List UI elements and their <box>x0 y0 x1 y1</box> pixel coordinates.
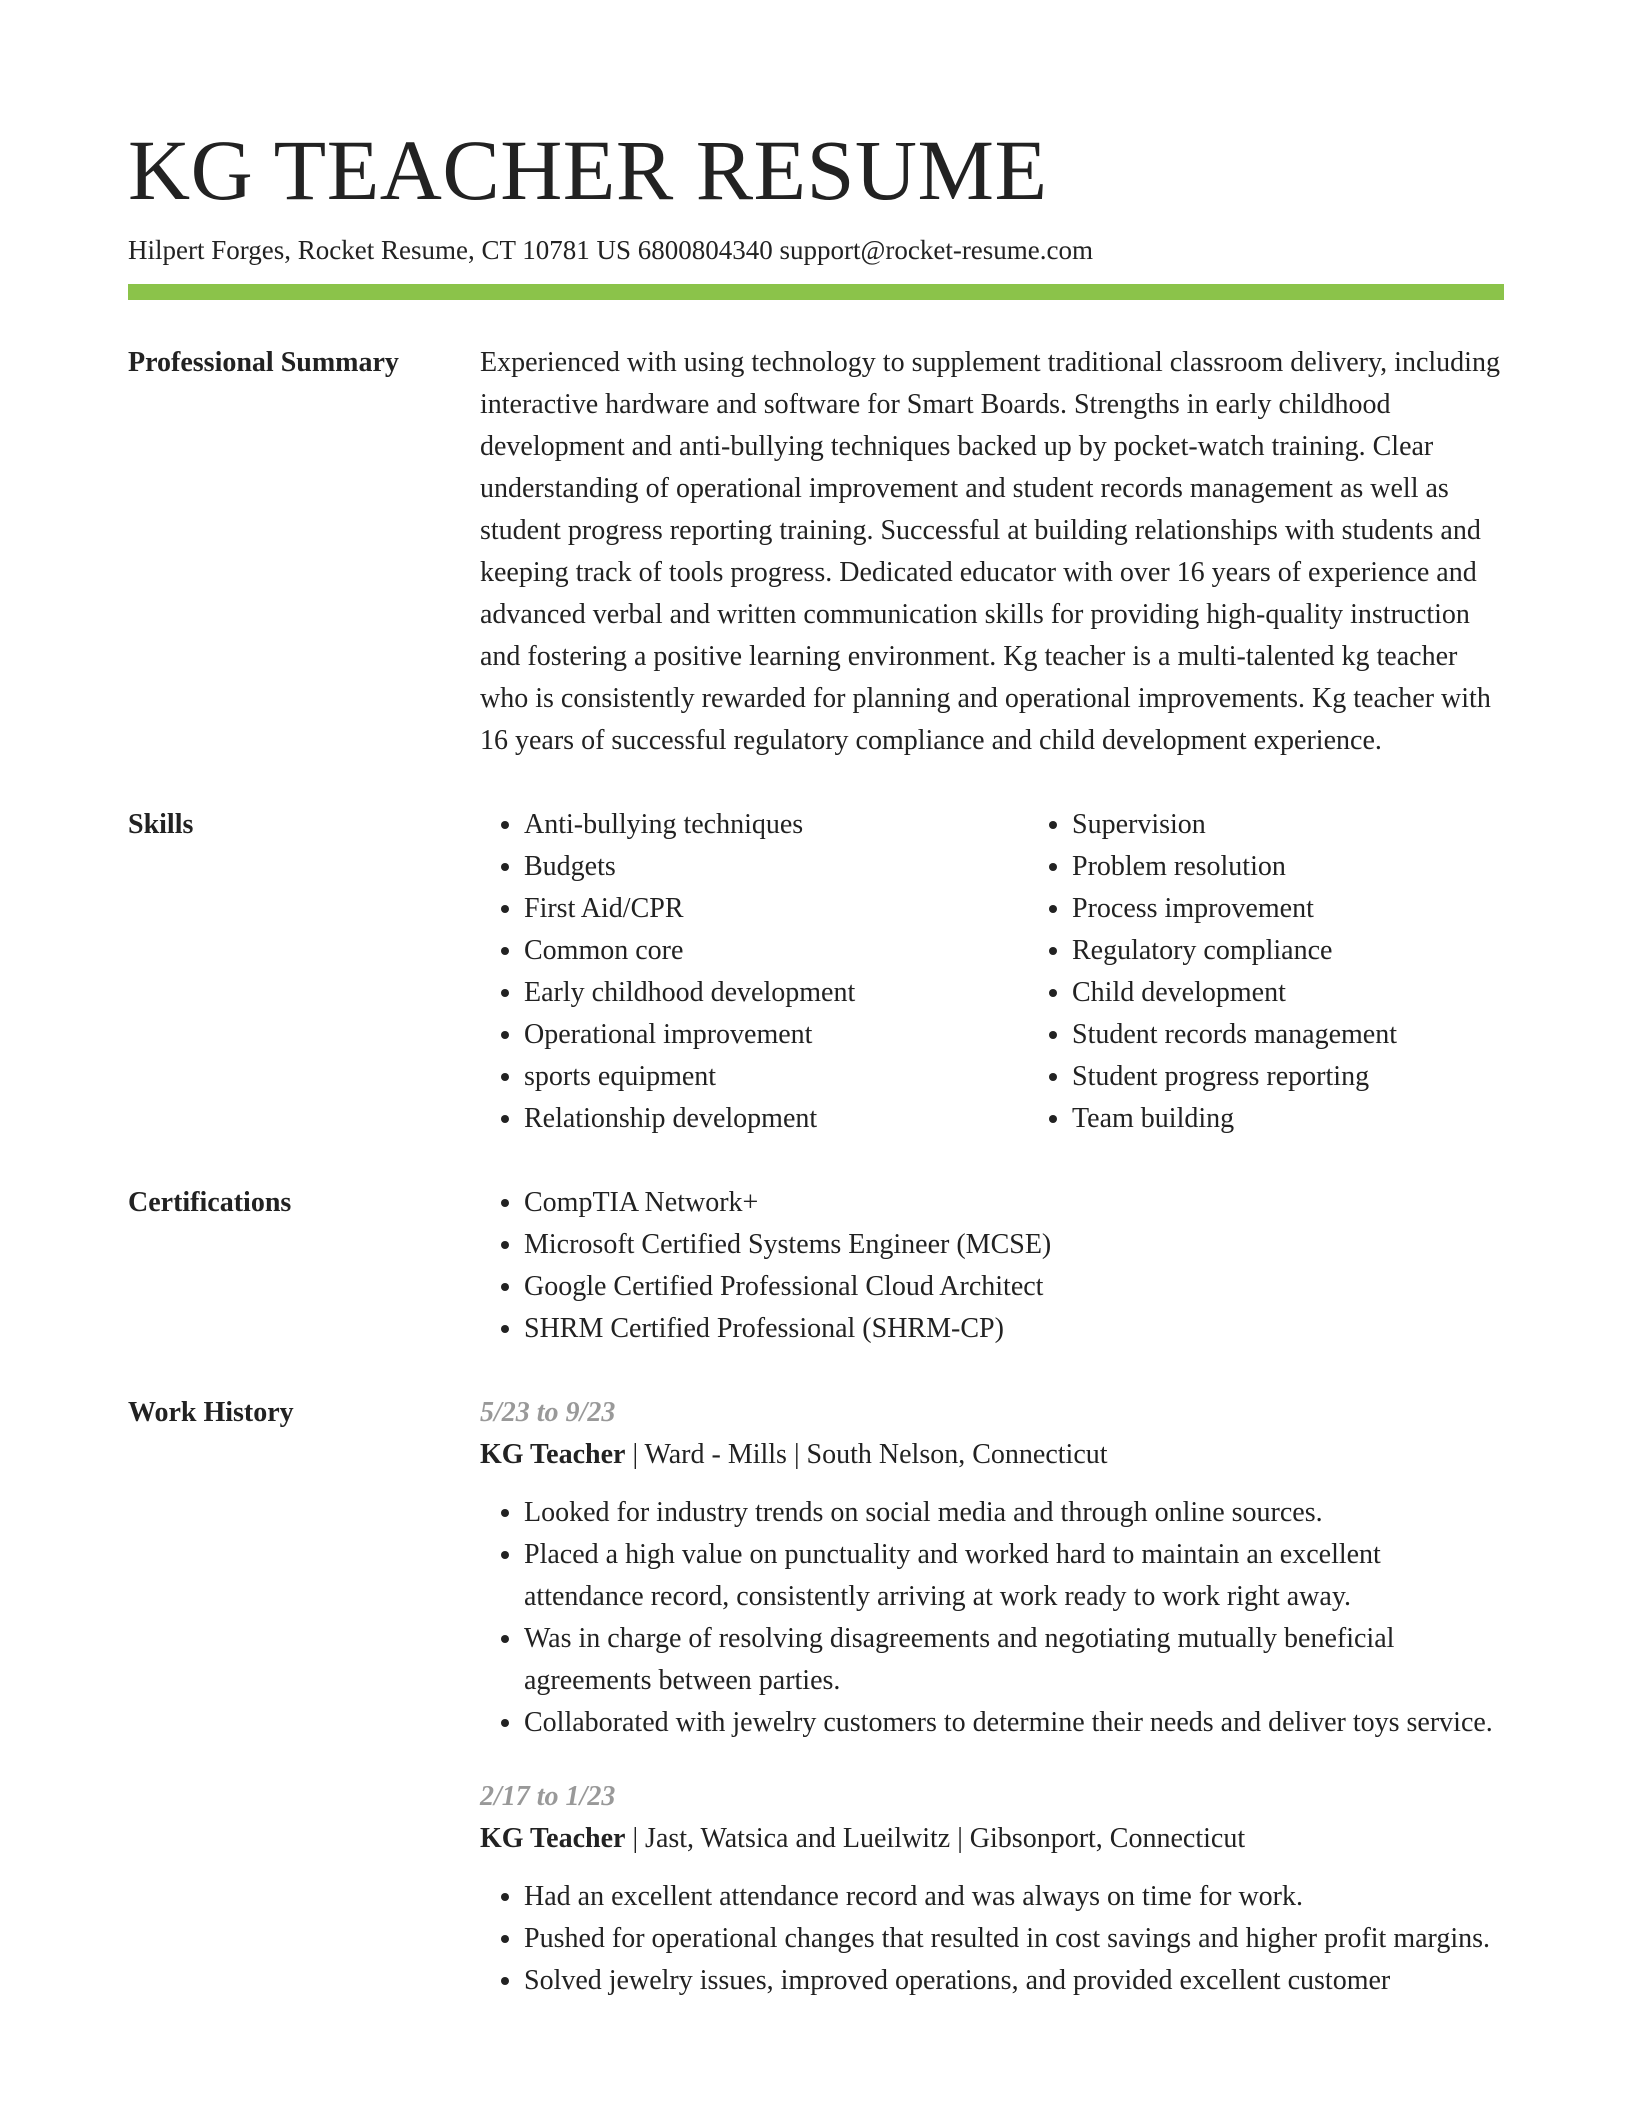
resume-title: KG TEACHER RESUME <box>128 122 1048 218</box>
contact-email: support@rocket-resume.com <box>779 235 1094 265</box>
job-title: KG Teacher <box>480 1823 626 1854</box>
summary-section <box>128 342 1504 762</box>
skills-list-right <box>1028 804 1576 1140</box>
job-dates: 2/17 to 1/23 <box>480 1781 616 1812</box>
job-heading <box>480 1818 1504 1860</box>
skills-heading: Skills <box>128 809 194 840</box>
contact-location: Rocket Resume, CT 10781 US <box>297 235 631 265</box>
skills-list-left <box>480 804 1028 1140</box>
skill-item: • Regulatory compliance <box>1072 930 1576 972</box>
job-bullet: • Looked for industry trends on social media and through online sources. <box>524 1492 1504 1534</box>
summary-text: Experienced with using technology to supplement traditional classroom delivery, including interactive hardware and software for Smart Boards. Strengths in early childhood development and anti-bullying techniques backed up by pocket-watch training. Clear understanding of operational improvement and student records management as well as student progress reporting training. Successful at building relationships with students and keeping track of tools progress. Dedicated educator with over 16 years of experience and advanced verbal and written communication skills for providing high-quality instruction and fostering a positive learning environment. Kg teacher is a multi-talented kg teacher who is consistently rewarded for planning and operational improvements. Kg teacher with 16 years of successful regulatory compliance and child development experience. <box>480 347 1500 756</box>
skills-body <box>480 804 1576 1140</box>
certification-item: • CompTIA Network+ <box>524 1182 1504 1224</box>
skill-item: • sports equipment <box>524 1056 1028 1098</box>
skill-item: • Process improvement <box>1072 888 1576 930</box>
job-dates: 5/23 to 9/23 <box>480 1397 616 1428</box>
skill-item: • Student progress reporting <box>1072 1056 1576 1098</box>
work-history-body <box>480 1392 1504 2034</box>
skill-item: • Early childhood development <box>524 972 1028 1014</box>
resume-page <box>128 120 1504 2034</box>
skill-item: • Team building <box>1072 1098 1576 1140</box>
skill-item: • First Aid/CPR <box>524 888 1028 930</box>
certifications-section <box>128 1182 1504 1350</box>
job-heading <box>480 1434 1504 1476</box>
skill-item: • Student records management <box>1072 1014 1576 1056</box>
skill-item: • Anti-bullying techniques <box>524 804 1028 846</box>
summary-body <box>480 342 1504 762</box>
skill-item: • Budgets <box>524 846 1028 888</box>
job-bullet: • Placed a high value on punctuality and worked hard to maintain an excellent attendance record, consistently arriving at work ready to work right away. <box>524 1534 1504 1618</box>
certification-item: • Google Certified Professional Cloud Architect <box>524 1266 1504 1308</box>
skill-item: • Common core <box>524 930 1028 972</box>
certifications-body <box>480 1182 1504 1350</box>
job-details: | Jast, Watsica and Lueilwitz | Gibsonport, Connecticut <box>625 1823 1246 1854</box>
work-history-heading: Work History <box>128 1397 294 1428</box>
certifications-list <box>480 1182 1504 1350</box>
header-divider <box>128 284 1504 300</box>
certification-item: • SHRM Certified Professional (SHRM-CP) <box>524 1308 1504 1350</box>
job-bullets <box>480 1492 1504 1744</box>
job-entry <box>480 1776 1504 2002</box>
skill-item: • Operational improvement <box>524 1014 1028 1056</box>
summary-heading: Professional Summary <box>128 347 399 378</box>
job-entry <box>480 1392 1504 1744</box>
job-bullet: • Was in charge of resolving disagreements and negotiating mutually beneficial agreements between parties. <box>524 1618 1504 1702</box>
contact-name: Hilpert Forges, <box>128 235 291 265</box>
skill-item: • Supervision <box>1072 804 1576 846</box>
skill-item: • Child development <box>1072 972 1576 1014</box>
skill-item: • Problem resolution <box>1072 846 1576 888</box>
job-bullets <box>480 1876 1504 2002</box>
job-title: KG Teacher <box>480 1439 626 1470</box>
skill-item: • Relationship development <box>524 1098 1028 1140</box>
contact-line <box>128 232 1504 268</box>
job-details: | Ward - Mills | South Nelson, Connecticut <box>625 1439 1108 1470</box>
contact-phone: 6800804340 <box>637 235 773 265</box>
job-bullet: • Solved jewelry issues, improved operations, and provided excellent customer <box>524 1960 1504 2002</box>
job-bullet: • Collaborated with jewelry customers to determine their needs and deliver toys service. <box>524 1702 1504 1744</box>
job-bullet: • Had an excellent attendance record and was always on time for work. <box>524 1876 1504 1918</box>
job-bullet: • Pushed for operational changes that resulted in cost savings and higher profit margins. <box>524 1918 1504 1960</box>
certifications-heading: Certifications <box>128 1187 292 1218</box>
work-history-section <box>128 1392 1504 2034</box>
skills-section <box>128 804 1504 1140</box>
certification-item: • Microsoft Certified Systems Engineer (MCSE) <box>524 1224 1504 1266</box>
